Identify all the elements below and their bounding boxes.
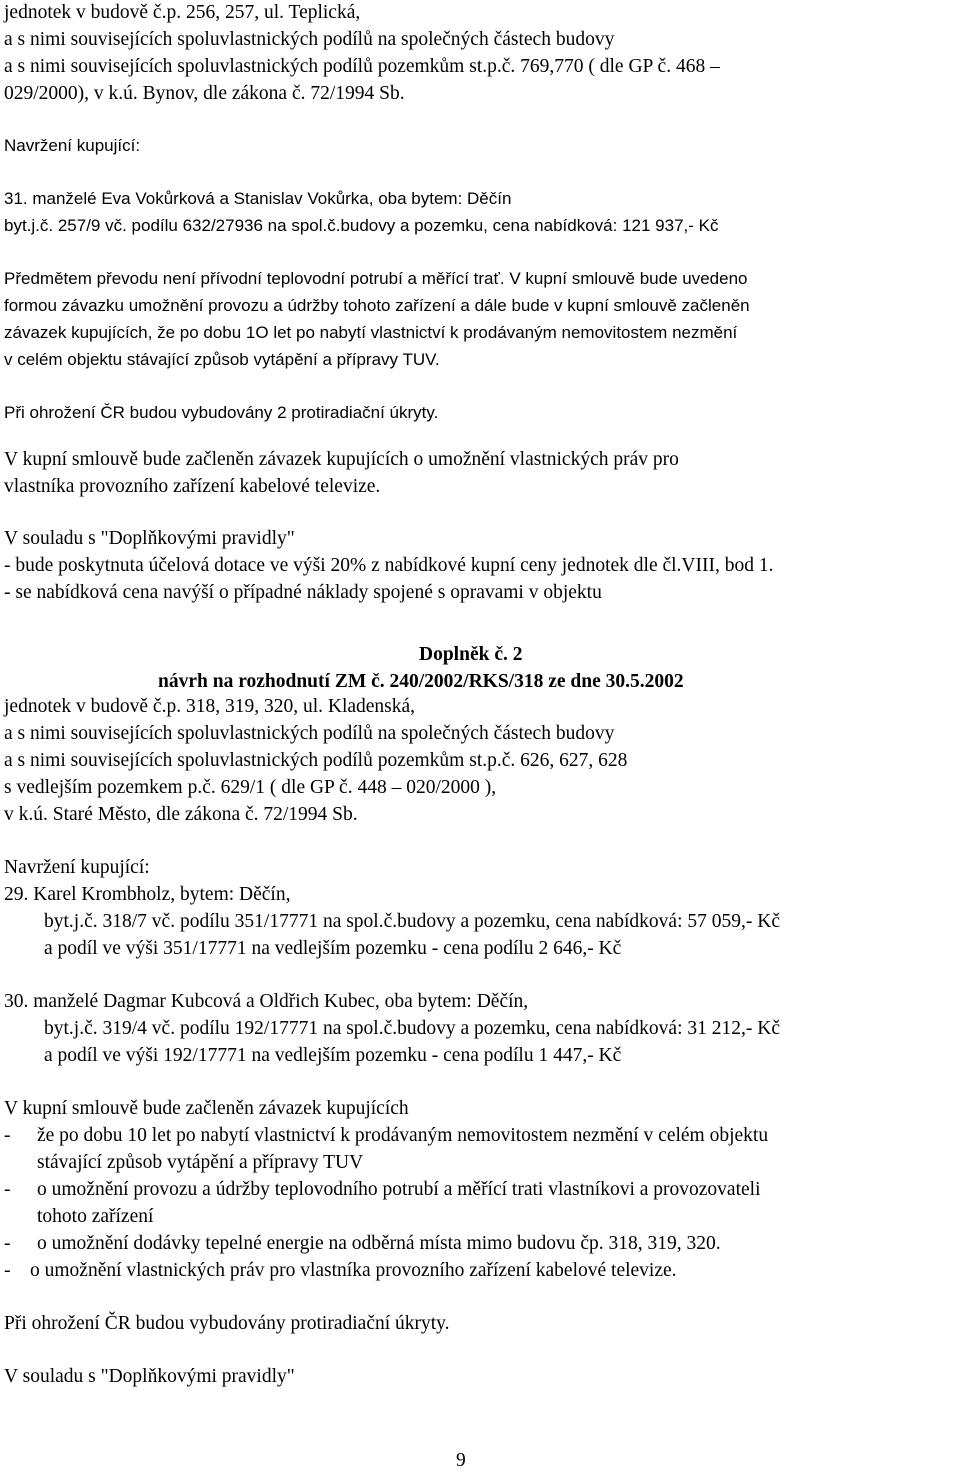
page-number: 9 [456, 1450, 466, 1471]
obligation-text: že po dobu 10 let po nabytí vlastnictví k prodávaným nemovitostem nezmění v celém objektu [37, 1125, 769, 1146]
paragraph-sans-part: Předmětem převodu není přívodní teplovodní potrubí a měřící trať. [4, 269, 505, 288]
buyer-entry: 31. manželé Eva Vokůrková a Stanislav Vokůrka, oba bytem: Děčín [4, 189, 512, 208]
text-line: v k.ú. Staré Město, dle zákona č. 72/1994 Sb. [4, 804, 358, 825]
obligation-text: tohoto zařízení [37, 1206, 154, 1227]
paragraph-serif-part: V kupní smlouvě bude uvedeno [504, 269, 748, 288]
dash-marker: - [4, 1233, 11, 1254]
obligation-item [4, 1260, 11, 1282]
paragraph-line: formou závazku umožnění provozu a údržby tohoto zařízení a dále bude v kupní smlouvě začleněn [4, 296, 750, 315]
dash-marker: - [4, 1179, 11, 1200]
obligation-item [4, 1233, 11, 1255]
dash-marker: - [4, 1260, 11, 1281]
text-line: jednotek v budově č.p. 318, 319, 320, ul. Kladenská, [4, 696, 416, 717]
buyers-heading: Navržení kupující: [4, 857, 150, 878]
text-line: a s nimi souvisejících spoluvlastnických podílů na společných částech budovy [4, 29, 615, 50]
obligation-text: o umožnění dodávky tepelné energie na odběrná místa mimo budovu čp. 318, 319, 320. [37, 1233, 721, 1254]
rule-item: - se nabídková cena navýší o případné náklady spojené s opravami v objektu [4, 582, 602, 603]
paragraph-line: závazek kupujících, že po dobu 1O let po nabytí vlastnictví k prodávaným nemovitostem nezmění [4, 323, 738, 342]
buyer-entry-detail: a podíl ve výši 351/17771 na vedlejším pozemku - cena podílu 2 646,- Kč [44, 938, 622, 959]
obligation-item [4, 1179, 11, 1201]
rule-item: - bude poskytnuta účelová dotace ve výši 20% z nabídkové kupní ceny jednotek dle čl.VIII, bod 1. [4, 555, 774, 576]
text-line: jednotek v budově č.p. 256, 257, ul. Teplická, [4, 2, 361, 23]
dash-marker: - [4, 1125, 11, 1146]
rules-heading: V souladu s "Doplňkovými pravidly" [4, 528, 295, 549]
text-line: a s nimi souvisejících spoluvlastnických podílů na společných částech budovy [4, 723, 615, 744]
rules-heading: V souladu s "Doplňkovými pravidly" [4, 1366, 295, 1387]
buyer-entry: 30. manželé Dagmar Kubcová a Oldřich Kubec, oba bytem: Děčín, [4, 991, 529, 1012]
text-line: a s nimi souvisejících spoluvlastnických podílů pozemkům st.p.č. 626, 627, 628 [4, 750, 628, 771]
text-line: s vedlejším pozemkem p.č. 629/1 ( dle GP č. 448 – 020/2000 ), [4, 777, 497, 798]
paragraph-line [4, 268, 747, 290]
section-subtitle: návrh na rozhodnutí ZM č. 240/2002/RKS/318 ze dne 30.5.2002 [158, 671, 684, 692]
text-line: a s nimi souvisejících spoluvlastnických podílů pozemkům st.p.č. 769,770 ( dle GP č. 468 – [4, 56, 720, 77]
obligation-text: stávající způsob vytápění a přípravy TUV [37, 1152, 364, 1173]
section-title: Doplněk č. 2 [419, 644, 523, 665]
buyer-entry-detail: byt.j.č. 257/9 vč. podílu 632/27936 na spol.č.budovy a pozemku, cena nabídková: 121 937,- Kč [4, 216, 719, 235]
shelters-note: Při ohrožení ČR budou vybudovány protiradiační úkryty. [4, 1313, 450, 1334]
shelters-note: Při ohrožení ČR budou vybudovány 2 protiradiační úkryty. [4, 403, 439, 422]
text-line: 029/2000), v k.ú. Bynov, dle zákona č. 72/1994 Sb. [4, 83, 405, 104]
obligation-text: o umožnění vlastnických práv pro vlastníka provozního zařízení kabelové televize. [30, 1260, 677, 1281]
buyer-entry: 29. Karel Krombholz, bytem: Děčín, [4, 884, 291, 905]
tv-obligation-line: V kupní smlouvě bude začleněn závazek kupujících o umožnění vlastnických práv pro [4, 449, 679, 470]
obligation-item [4, 1125, 11, 1147]
buyers-heading: Navržení kupující: [4, 136, 141, 155]
obligation-text: o umožnění provozu a údržby teplovodního potrubí a měřící trati vlastníkovi a provozovateli [37, 1179, 761, 1200]
buyer-entry-detail: byt.j.č. 318/7 vč. podílu 351/17771 na spol.č.budovy a pozemku, cena nabídková: 57 059,- Kč [44, 911, 780, 932]
paragraph-line: v celém objektu stávající způsob vytápění a přípravy TUV. [4, 350, 440, 369]
buyer-entry-detail: a podíl ve výši 192/17771 na vedlejším pozemku - cena podílu 1 447,- Kč [44, 1045, 622, 1066]
tv-obligation-line: vlastníka provozního zařízení kabelové televize. [4, 476, 381, 497]
obligations-heading: V kupní smlouvě bude začleněn závazek kupujících [4, 1098, 409, 1119]
buyer-entry-detail: byt.j.č. 319/4 vč. podílu 192/17771 na spol.č.budovy a pozemku, cena nabídková: 31 212,- Kč [44, 1018, 780, 1039]
